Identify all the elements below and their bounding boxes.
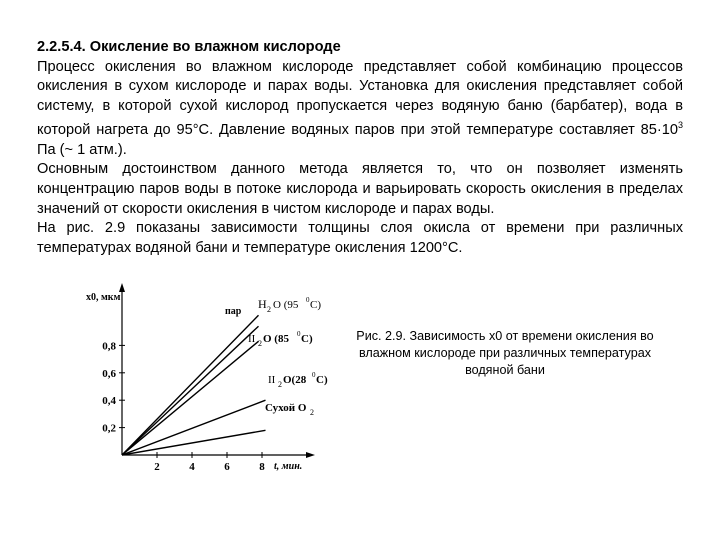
figure-2-9: [0, 280, 360, 540]
oxidation-chart: [0, 280, 360, 540]
series-line-3: [122, 400, 266, 455]
x-axis-arrow: [306, 452, 315, 458]
x-tick-label: 4: [189, 461, 195, 473]
x-tick-label: 2: [154, 461, 160, 473]
label-h2o-85-deg: 0: [297, 330, 301, 338]
x-axis-label: t, мин.: [274, 461, 303, 472]
paragraph-1: [37, 58, 683, 161]
label-dry-o2-sub: 2: [310, 408, 314, 417]
label-h2o-28-sub: 2: [278, 380, 282, 389]
label-steam: пар: [225, 306, 242, 317]
x-tick-label: 8: [259, 461, 265, 473]
label-h2o-28-close: C): [316, 374, 328, 386]
label-h2o-85-h: II: [248, 333, 256, 345]
series-line-2: [122, 341, 259, 455]
label-h2o-28: [268, 371, 328, 389]
label-h2o-28-deg: 0: [312, 371, 316, 379]
label-h2o-28-h: II: [268, 374, 276, 386]
pressure-tail: Па (~ 1 атм.).: [37, 141, 127, 158]
series-line-0: [122, 315, 259, 455]
paragraph-2: Основным достоинством данного метода является то, что он позволяет изменять концентрацию паров воды в потоке кислорода и варьировать скорость окисления в пределах значений от скорости окисления в чистом кислороде и парах воды.: [37, 161, 683, 217]
y-axis-label: x0, мкм: [86, 292, 121, 303]
text-block: [37, 38, 683, 258]
label-h2o-85-rest: O (85: [263, 333, 289, 345]
label-h2o-95-close: C): [310, 299, 321, 311]
x-tick-label: 6: [224, 461, 230, 473]
label-dry-o2: [265, 402, 314, 417]
label-h2o-95-rest: O (95: [273, 299, 299, 311]
y-axis-arrow: [119, 283, 125, 292]
paragraph-1-text: Процесс окисления во влажном кислороде представляет собой комбинацию процессов окисления в сухом кислороде и парах воды. Установка для окисления представляет собой систему, в которой сухой кислород пропускается через водяную баню (барбатер), вода в которой нагрета до 95°С. Давление водяных паров при этой температуре составляет 85·10: [37, 58, 683, 139]
label-h2o-95: [258, 296, 321, 314]
label-dry-o2-text: Сухой O: [265, 402, 307, 414]
label-h2o-95-sub: 2: [267, 305, 271, 314]
label-h2o-95-h: H: [258, 297, 267, 311]
y-tick-label: 0,2: [102, 422, 116, 435]
label-h2o-85-sub: 2: [258, 339, 262, 348]
paragraph-3: На рис. 2.9 показаны зависимости толщины слоя окисла от времени при различных температурах водяной бани и температуре окисления 1200°С.: [37, 220, 683, 256]
label-h2o-28-rest: O(28: [283, 374, 307, 386]
label-h2o-85-close: C): [301, 333, 313, 345]
y-tick-label: 0,4: [102, 395, 116, 408]
figure-caption: Рис. 2.9. Зависимость x0 от времени окисления во влажном кислороде при различных температурах водяной бани: [356, 329, 654, 377]
label-h2o-95-deg: 0: [306, 296, 310, 304]
pressure-exponent: 3: [677, 120, 683, 131]
y-tick-label: 0,6: [102, 367, 116, 380]
section-heading: 2.2.5.4. Окисление во влажном кислороде: [37, 39, 341, 55]
label-h2o-85: [248, 330, 313, 348]
y-tick-label: 0,8: [102, 340, 116, 353]
